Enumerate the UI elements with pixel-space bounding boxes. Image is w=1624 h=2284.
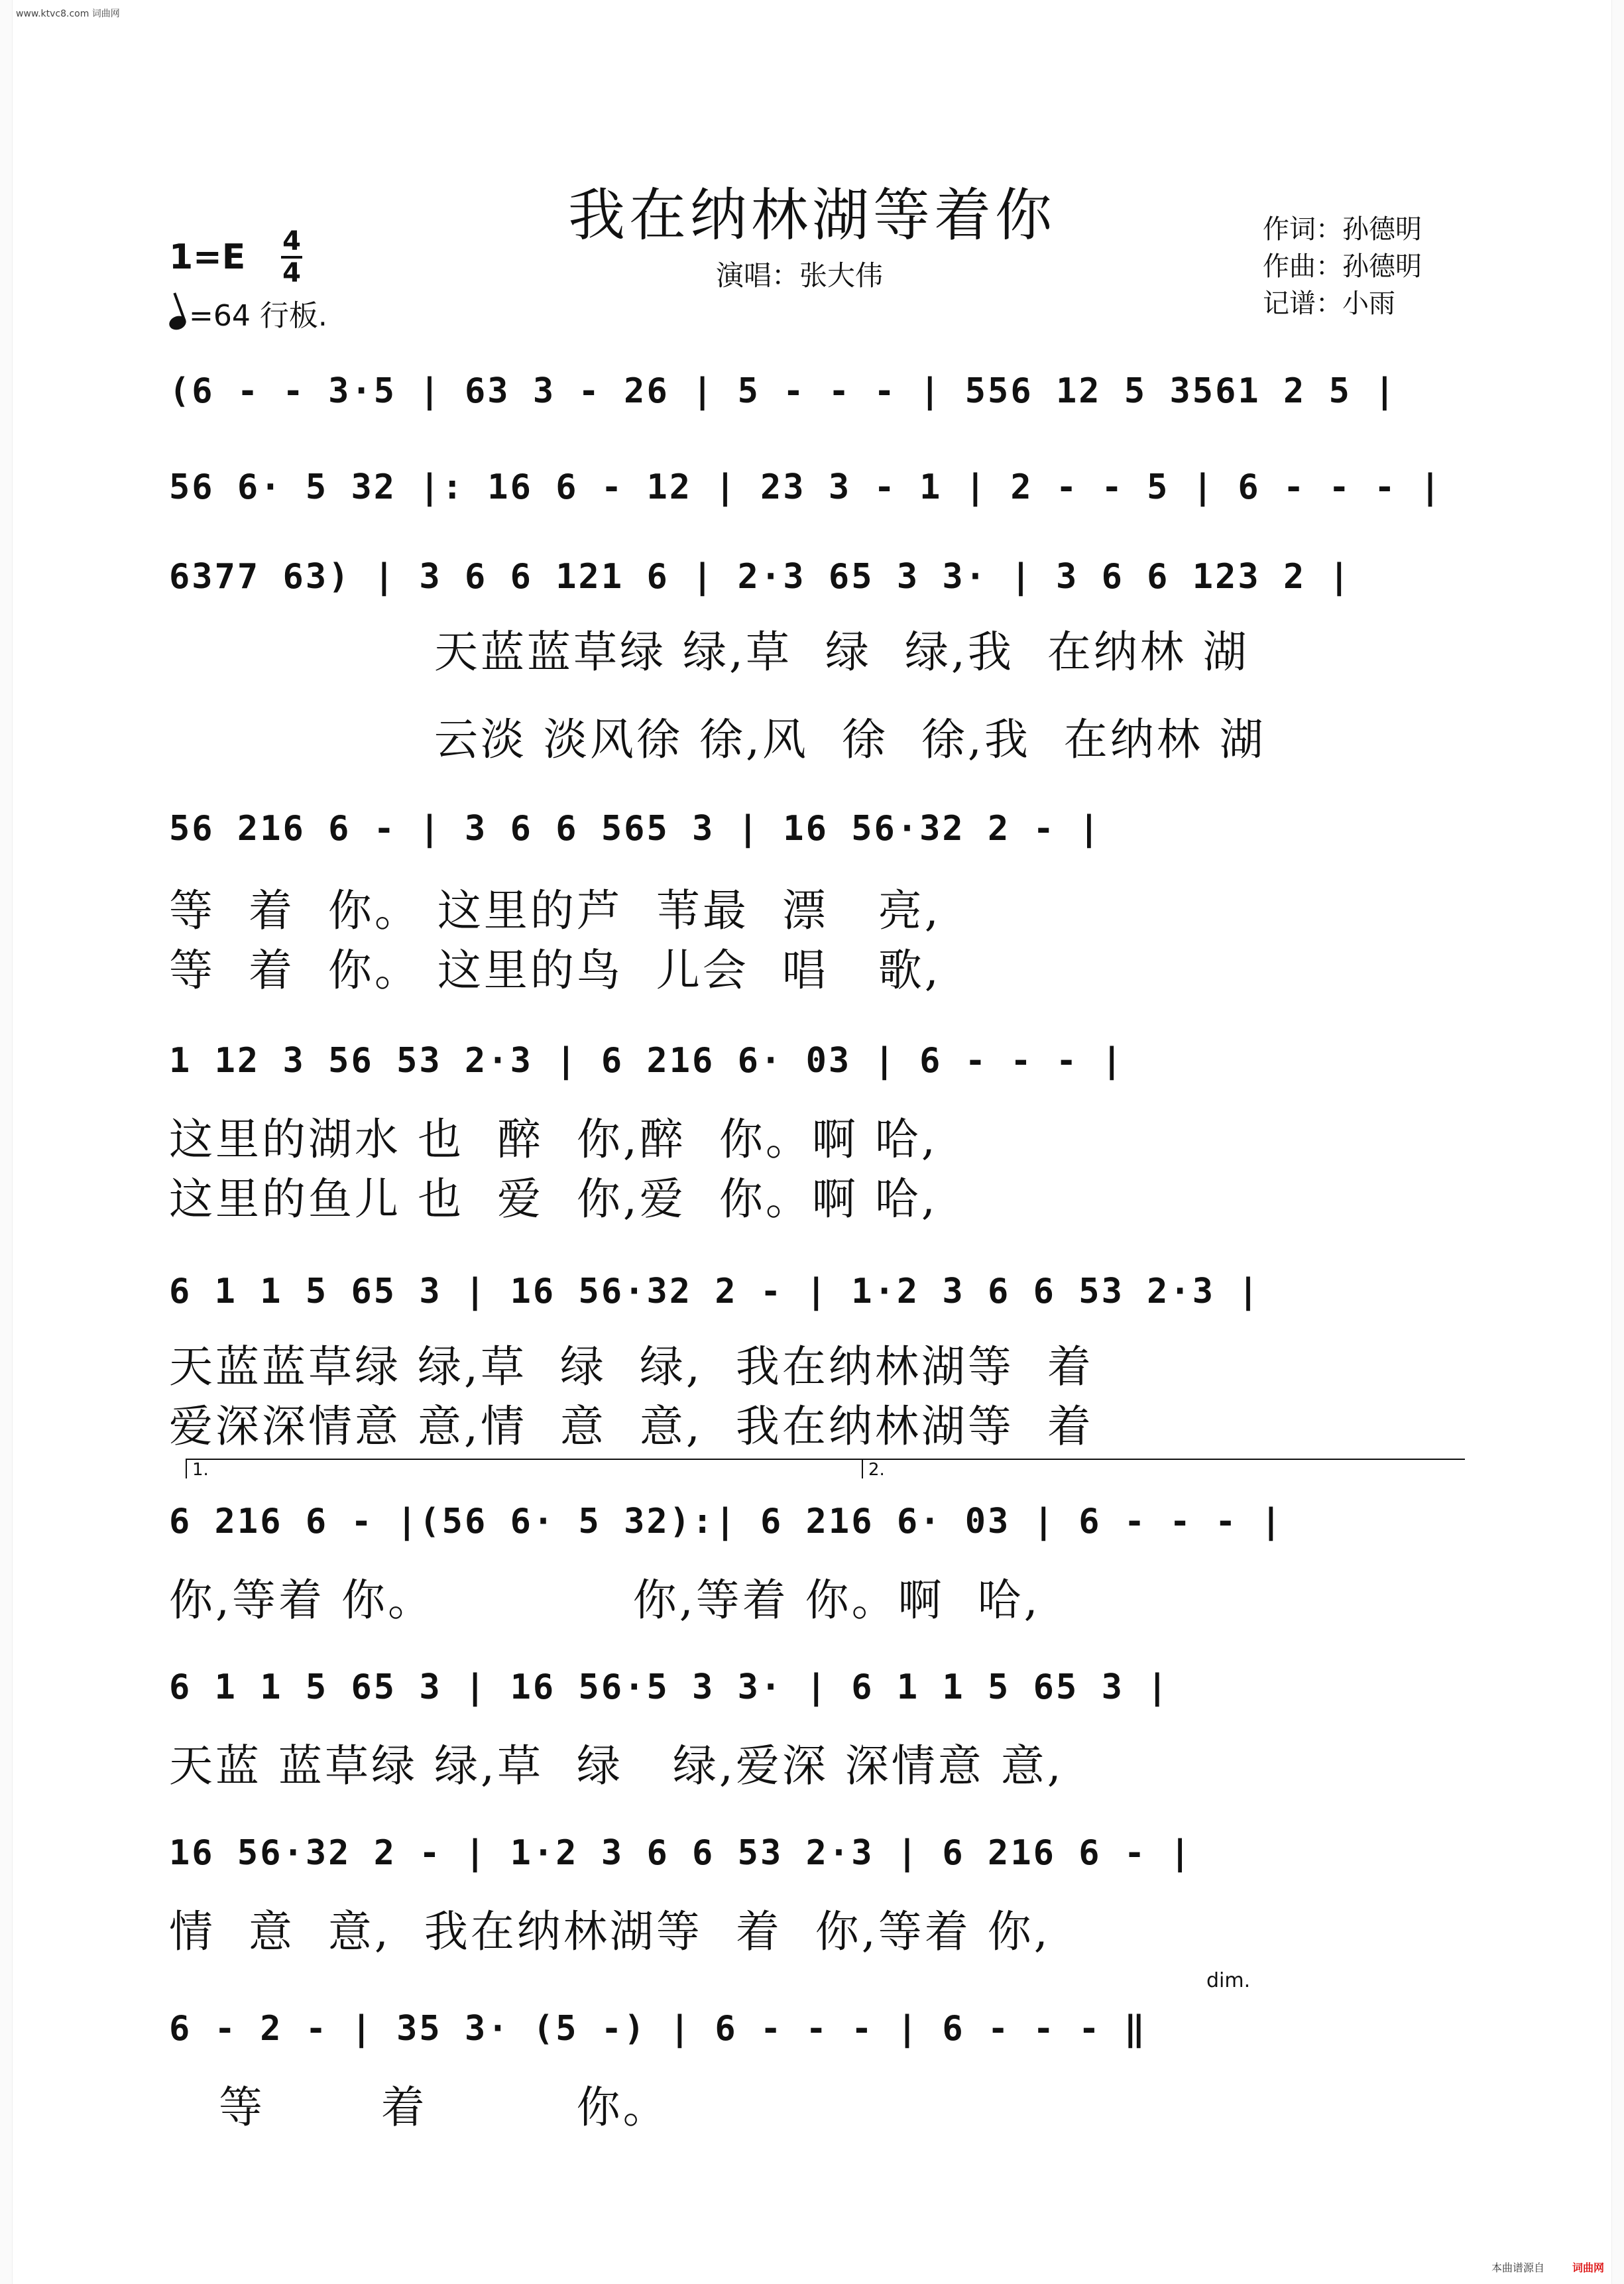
quarter-note-icon (167, 314, 188, 332)
notation-line: 6377 63) | 3 6 6 121 6 | 2·3 65 3 3· | 3 6 6 123 2 | (169, 557, 1352, 597)
time-signature (278, 227, 305, 288)
dim-marking: dim. (1206, 1969, 1251, 1992)
left-margin-strip (0, 0, 13, 2284)
footer-brand[interactable]: 词曲网 (1572, 2261, 1604, 2274)
lyric-verse-1: 天蓝蓝草绿 绿,草 绿 绿, 我在纳林湖等 着 (169, 1341, 1094, 1392)
lyric-verse-1: 这里的湖水 也 醉 你,醉 你。啊 哈, (169, 1114, 938, 1165)
singer-credit: 演唱：张大伟 (716, 259, 884, 292)
notation-line: 1 12 3 56 53 2·3 | 6 216 6· 03 | 6 - - - | (169, 1041, 1124, 1081)
first-ending-bracket: 1. (186, 1459, 1014, 1478)
key-signature: 1=E (169, 237, 246, 277)
lyric-line: 等 着 你。 (169, 2082, 669, 2133)
time-top: 4 (282, 226, 301, 257)
transcriber-credit: 记谱：小雨 (1263, 288, 1395, 319)
tempo-text: =64 行板. (189, 299, 327, 333)
lyric-line: 情 意 意, 我在纳林湖等 着 你,等着 你, (169, 1906, 1051, 1957)
time-bottom: 4 (282, 258, 301, 288)
credits-block (1263, 211, 1422, 322)
composer-credit: 作曲：孙德明 (1263, 251, 1422, 282)
notation-line: (6 - - 3·5 | 63 3 - 26 | 5 - - - | 556 12 5 3561 2 5 | (169, 371, 1397, 411)
footer-source: 本曲谱源自 (1491, 2261, 1544, 2274)
lyric-line: 天蓝 蓝草绿 绿,草 绿 绿,爱深 深情意 意, (169, 1740, 1064, 1791)
notation-line: 6 - 2 - | 35 3· (5 -) | 6 - - - | 6 - - - ‖ (169, 2009, 1147, 2049)
notation-line: 6 216 6 - |(56 6· 5 32):| 6 216 6· 03 | 6 - - - | (169, 1502, 1284, 1541)
notation-line: 6 1 1 5 65 3 | 16 56·5 3 3· | 6 1 1 5 65 3 | (169, 1667, 1170, 1707)
notation-line: 56 6· 5 32 |: 16 6 - 12 | 23 3 - 1 | 2 - - 5 | 6 - - - | (169, 467, 1443, 507)
lyric-verse-1: 天蓝蓝草绿 绿,草 绿 绿,我 在纳林 湖 (434, 627, 1249, 678)
lyric-line: 你,等着 你。 你,等着 你。啊 哈, (169, 1575, 1041, 1626)
lyric-verse-2: 这里的鱼儿 也 爱 你,爱 你。啊 哈, (169, 1173, 938, 1225)
right-margin-strip (1611, 0, 1624, 2284)
notation-line: 6 1 1 5 65 3 | 16 56·32 2 - | 1·2 3 6 6 53 2·3 | (169, 1272, 1261, 1311)
site-watermark: www.ktvc8.com 词曲网 (16, 9, 120, 19)
lyricist-credit: 作词：孙德明 (1263, 214, 1422, 245)
notation-line: 16 56·32 2 - | 1·2 3 6 6 53 2·3 | 6 216 6 - | (169, 1833, 1192, 1873)
second-ending-bracket: 2. (862, 1459, 1465, 1478)
song-title: 我在纳林湖等着你 (568, 182, 1056, 249)
tempo-marking (169, 292, 327, 334)
lyric-verse-2: 云淡 淡风徐 徐,风 徐 徐,我 在纳林 湖 (434, 714, 1266, 765)
lyric-verse-2: 爱深深情意 意,情 意 意, 我在纳林湖等 着 (169, 1401, 1094, 1452)
lyric-verse-1: 等 着 你。 这里的芦 苇最 漂 亮, (169, 885, 941, 936)
lyric-verse-2: 等 着 你。 这里的鸟 儿会 唱 歌, (169, 945, 941, 996)
notation-line: 56 216 6 - | 3 6 6 565 3 | 16 56·32 2 - | (169, 809, 1102, 849)
